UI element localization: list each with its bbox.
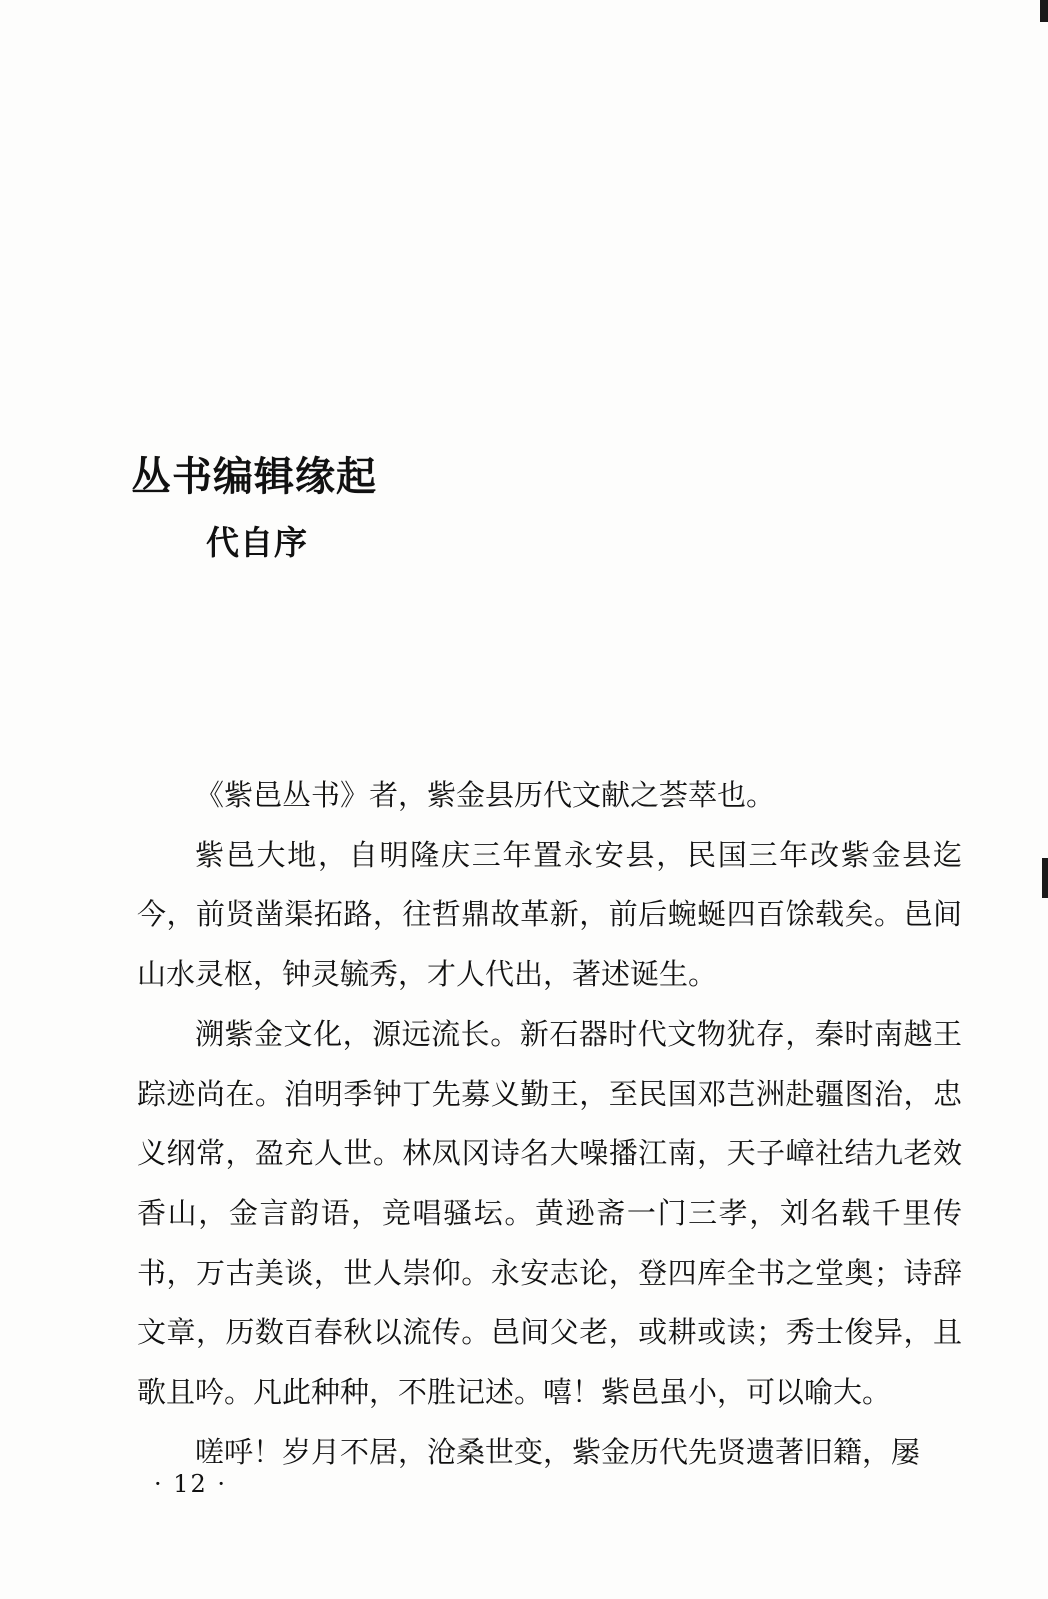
paragraph: 嗟呼！岁月不居，沧桑世变，紫金历代先贤遗著旧籍，屡 bbox=[195, 1434, 921, 1469]
paragraph: 溯紫金文化，源远流长。新石器时代文物犹存，秦时南越王踪迹尚在。洎明季钟丁先募义勤王，至民国邓芑洲赴疆图治，忠义纲常，盈充人世。林凤冈诗名大噪播江南，天子嶂社结九老效香山，金言韵语，竞唱骚坛。黄逊斋一门三孝，刘名载千里传书，万古美谈，世人崇仰。永安志论，登四库全书之堂奥；诗辞文章，历数百春秋以流传。邑间父老，或耕或读；秀士俊异，且歌且吟。凡此种种，不胜记述。嘻！紫邑虽小，可以喻大。 bbox=[137, 1016, 962, 1410]
scan-edge-mark bbox=[1040, 0, 1048, 22]
scan-edge-mark bbox=[1042, 858, 1048, 898]
page-title: 丛书编辑缘起 bbox=[131, 454, 377, 500]
page-subtitle: 代自序 bbox=[206, 523, 308, 562]
paragraph: 紫邑大地，自明隆庆三年置永安县，民国三年改紫金县迄今，前贤凿渠拓路，往哲鼎故革新，前后蜿蜒四百馀载矣。邑间山水灵枢，钟灵毓秀，才人代出，著述诞生。 bbox=[137, 837, 962, 992]
paragraph: 《紫邑丛书》者，紫金县历代文献之荟萃也。 bbox=[195, 778, 776, 812]
body-text bbox=[137, 766, 962, 1482]
page-number: · 12 · bbox=[154, 1470, 228, 1498]
